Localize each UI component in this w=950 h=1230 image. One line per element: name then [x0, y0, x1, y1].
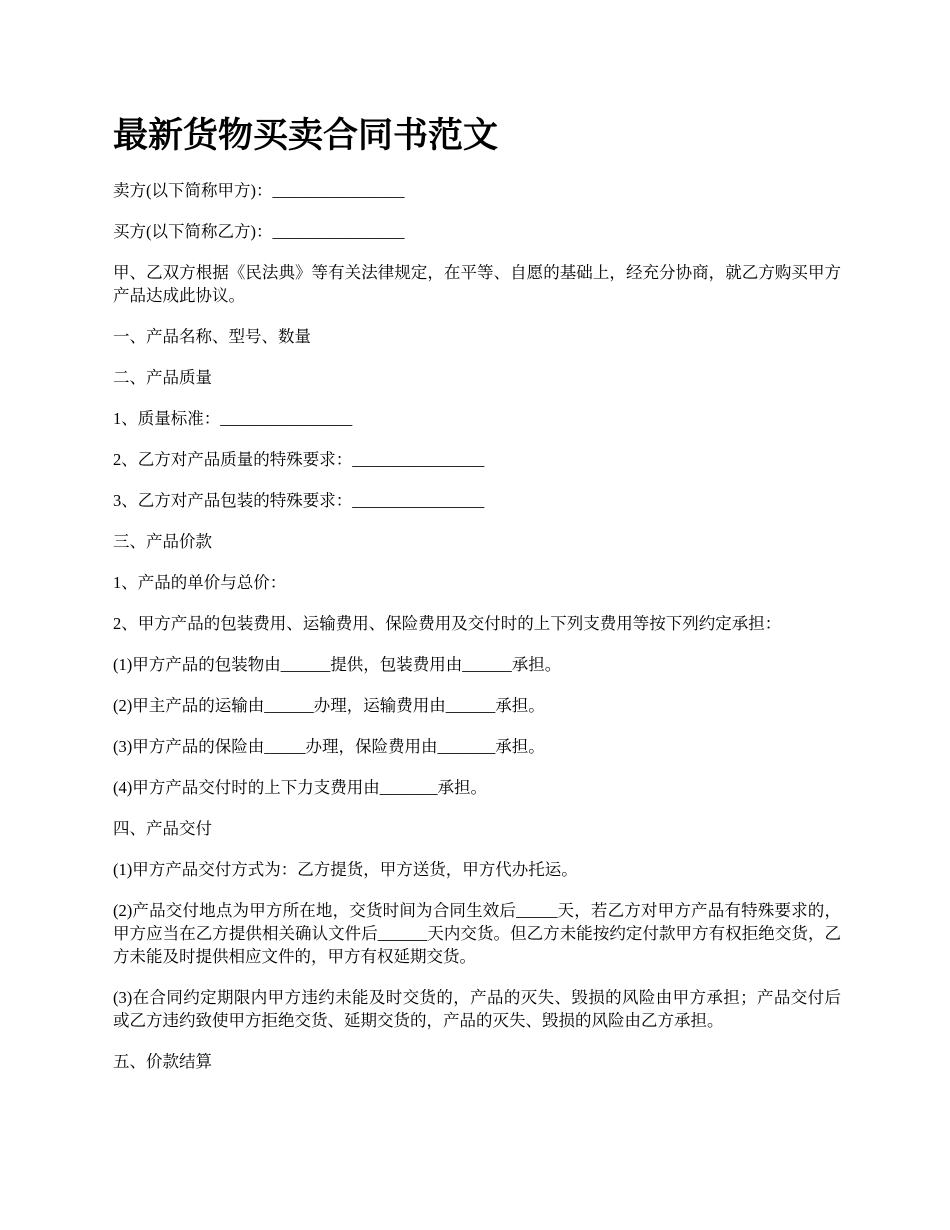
section-heading-product-quality: 二、产品质量 [113, 368, 212, 387]
clause-risk-of-loss: (3)在合同约定期限内甲方违约未能及时交货的，产品的灭失、毁损的风险由甲方承担；产品交付后或乙方违约致使甲方拒绝交货、延期交货的，产品的灭失、毁损的风险由乙方承担。 [113, 988, 841, 1030]
clause-packaging-fee: (1)甲方产品的包装物由______提供，包装费用由______承担。 [113, 655, 562, 674]
preamble-paragraph: 甲、乙双方根据《民法典》等有关法律规定，在平等、自愿的基础上，经充分协商，就乙方购买甲方 产品达成此协议。 [113, 263, 841, 305]
clause-transport-fee: (2)甲主产品的运输由______办理，运输费用由______承担。 [113, 696, 545, 715]
section-heading-product-price: 三、产品价款 [113, 532, 212, 551]
clause-packaging-special-requirements: 3、乙方对产品包装的特殊要求：________________ [113, 491, 485, 510]
clause-insurance-fee: (3)甲方产品的保险由_____办理，保险费用由_______承担。 [113, 737, 545, 756]
clause-delivery-fee: (4)甲方产品交付时的上下力支费用由_______承担。 [113, 778, 487, 797]
document-title: 最新货物买卖合同书范文 [113, 115, 499, 156]
clause-fees-allocation: 2、甲方产品的包装费用、运输费用、保险费用及交付时的上下列支费用等按下列约定承担： [113, 614, 782, 633]
section-heading-product-delivery: 四、产品交付 [113, 819, 212, 838]
document-page [113, 112, 841, 1091]
clause-quality-standard: 1、质量标准：________________ [113, 409, 353, 428]
clause-unit-and-total-price: 1、产品的单价与总价： [113, 573, 287, 592]
seller-line: 卖方(以下简称甲方)：________________ [113, 181, 405, 200]
section-heading-product-name: 一、产品名称、型号、数量 [113, 327, 311, 346]
section-heading-payment-settlement: 五、价款结算 [113, 1052, 212, 1071]
clause-delivery-method: (1)甲方产品交付方式为：乙方提货，甲方送货，甲方代办托运。 [113, 860, 578, 879]
clause-delivery-place-time: (2)产品交付地点为甲方所在地，交货时间为合同生效后_____天，若乙方对甲方产品有特殊要求的，甲方应当在乙方提供相关确认文件后______天内交货。但乙方未能按约定付款甲方有权拒绝交货，乙方未能及时提供相应文件的，甲方有权延期交货。 [113, 901, 841, 966]
clause-quality-special-requirements: 2、乙方对产品质量的特殊要求：________________ [113, 450, 485, 469]
buyer-line: 买方(以下简称乙方)：________________ [113, 222, 405, 241]
